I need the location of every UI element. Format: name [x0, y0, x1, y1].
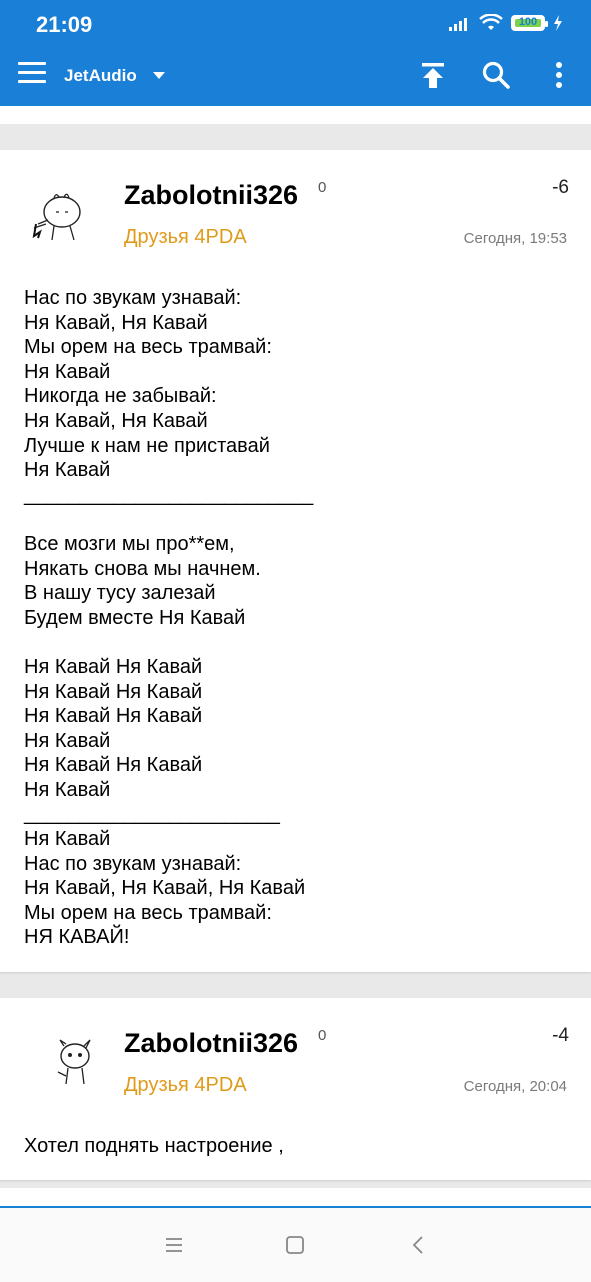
- battery-icon: [511, 15, 545, 31]
- more-options-icon[interactable]: [543, 59, 575, 91]
- post-author[interactable]: Zabolotnii326: [124, 180, 299, 210]
- charging-icon: [553, 15, 563, 31]
- post-line: Будем вместе Ня Кавай: [24, 606, 246, 629]
- post-rating[interactable]: -4: [552, 1025, 569, 1046]
- status-icons: [449, 14, 563, 32]
- post-line: Ня Кавай: [24, 459, 111, 482]
- post-line: Ня Кавай: [24, 360, 111, 383]
- post-line: Ня Кавай Ня Кавай: [24, 754, 203, 777]
- post-line: Нас по звукам узнавай:: [24, 852, 242, 875]
- toolbar-title[interactable]: JetAudio: [64, 66, 137, 85]
- recent-apps-icon[interactable]: [163, 1234, 185, 1256]
- post-line: _______________________: [24, 803, 280, 826]
- post-author[interactable]: Zabolotnii326: [124, 1028, 299, 1058]
- post-content: [24, 1134, 284, 1159]
- status-bar: [0, 0, 591, 44]
- post-line: Ня Кавай: [24, 828, 111, 851]
- next-post-head: [0, 1188, 591, 1206]
- battery-level: 100: [518, 16, 538, 28]
- back-icon[interactable]: [408, 1234, 430, 1256]
- chevron-down-icon[interactable]: [153, 72, 165, 79]
- post-rating[interactable]: -6: [552, 177, 569, 198]
- post-content: [24, 286, 313, 950]
- post-line: Мы орем на весь трамвай:: [24, 336, 272, 359]
- post-line: Ня Кавай Ня Кавай: [24, 680, 203, 703]
- post-line: Ня Кавай: [24, 729, 111, 752]
- post-card: [0, 150, 591, 972]
- post-date: Сегодня, 19:53: [463, 230, 567, 247]
- post-line: Ня Кавай: [24, 778, 111, 801]
- post-line: Ня Кавай Ня Кавай: [24, 705, 203, 728]
- post-line: [24, 630, 313, 655]
- post-line: Някать снова мы начнем.: [24, 557, 261, 580]
- system-nav-bar: [0, 1206, 591, 1282]
- signal-icon: [449, 15, 471, 31]
- app-toolbar: [0, 44, 591, 106]
- home-icon[interactable]: [284, 1234, 306, 1256]
- post-line: __________________________: [24, 483, 314, 506]
- avatar[interactable]: [26, 188, 90, 246]
- menu-icon[interactable]: [18, 62, 46, 86]
- search-icon[interactable]: [480, 59, 512, 91]
- scroll-top-icon[interactable]: [417, 59, 449, 91]
- post-line: Нас по звукам узнавай:: [24, 287, 242, 309]
- post-line: Ня Кавай, Ня Кавай, Ня Кавай: [24, 877, 306, 900]
- post-line: Хотел поднять настроение ,: [24, 1135, 284, 1157]
- author-reputation: 0: [318, 179, 327, 196]
- wifi-icon: [479, 14, 503, 32]
- avatar[interactable]: [52, 1038, 98, 1090]
- post-line: Ня Кавай Ня Кавай: [24, 655, 203, 678]
- post-line: Мы орем на весь трамвай:: [24, 901, 272, 924]
- status-time: 21:09: [36, 12, 93, 37]
- previous-post-tail: [0, 106, 591, 124]
- post-line: Лучше к нам не приставай: [24, 434, 270, 457]
- post-line: Ня Кавай, Ня Кавай: [24, 311, 208, 334]
- post-card: [0, 998, 591, 1180]
- author-group: Друзья 4PDA: [124, 1074, 247, 1096]
- post-line: Все мозги мы про**ем,: [24, 532, 235, 555]
- author-reputation: 0: [318, 1027, 327, 1044]
- author-group: Друзья 4PDA: [124, 226, 247, 248]
- post-line: [24, 507, 313, 532]
- post-line: Ня Кавай, Ня Кавай: [24, 409, 208, 432]
- post-line: НЯ КАВАЙ!: [24, 926, 130, 949]
- post-line: Никогда не забывай:: [24, 385, 217, 408]
- post-date: Сегодня, 20:04: [463, 1078, 567, 1095]
- post-line: В нашу тусу залезай: [24, 582, 216, 605]
